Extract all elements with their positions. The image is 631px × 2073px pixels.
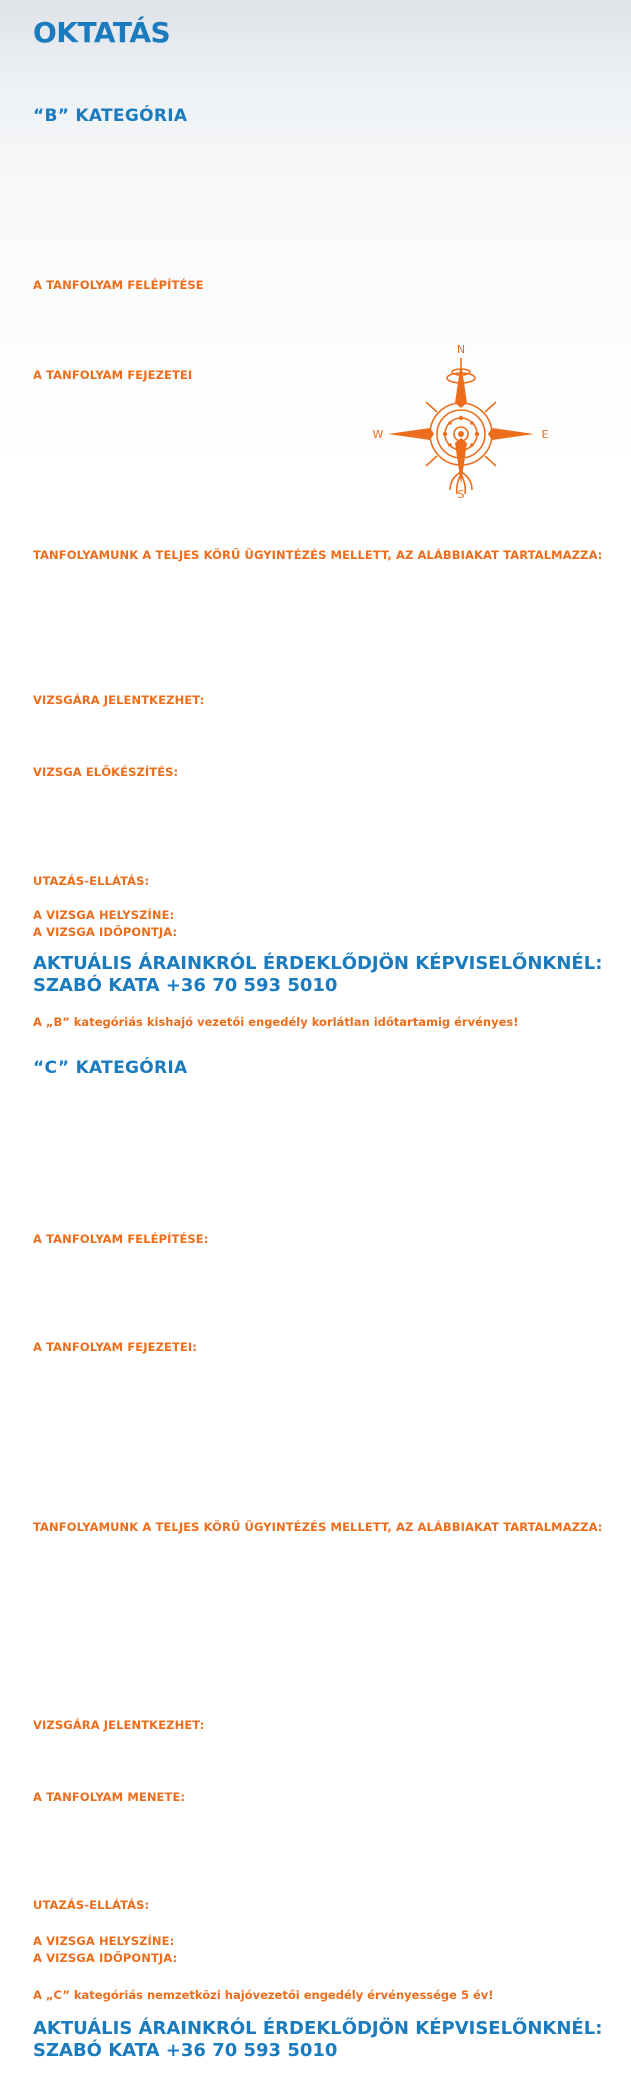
compass-south-label: S — [457, 488, 465, 500]
section-c-contact — [33, 2018, 602, 2062]
section-c-validity-note: A „C” kategóriás nemzetközi hajóvezetői engedély érvényessége 5 év! — [33, 1988, 494, 2002]
section-b-includes-label: TANFOLYAMUNK A TELJES KÖRŰ ÜGYINTÉZÉS MELLETT, AZ ALÁBBIAKAT TARTALMAZZA: — [33, 548, 603, 562]
section-c-travel-label: UTAZÁS-ELLÁTÁS: — [33, 1898, 150, 1912]
contact-line-2: SZABÓ KATA +36 70 593 5010 — [33, 975, 338, 996]
section-c-chapters-label: A TANFOLYAM FEJEZETEI: — [33, 1340, 197, 1354]
section-c-date-label: A VIZSGA IDŐPONTJA: — [33, 1951, 178, 1965]
compass-west-label: W — [372, 428, 384, 441]
section-c-title: “C” KATEGÓRIA — [33, 1058, 188, 1078]
section-c-venue-label: A VIZSGA HELYSZÍNE: — [33, 1934, 175, 1948]
compass-north-label: N — [456, 343, 466, 356]
page-title: OKTATÁS — [33, 16, 171, 49]
section-c-course-flow-label: A TANFOLYAM MENETE: — [33, 1790, 186, 1804]
section-b-exam-prep-label: VIZSGA ELŐKÉSZÍTÉS: — [33, 765, 179, 779]
section-b-date-label: A VIZSGA IDŐPONTJA: — [33, 925, 178, 939]
section-b-title: “B” KATEGÓRIA — [33, 106, 188, 126]
contact-line-2: SZABÓ KATA +36 70 593 5010 — [33, 2040, 338, 2061]
section-c-structure-label: A TANFOLYAM FELÉPÍTÉSE: — [33, 1232, 209, 1246]
section-b-contact — [33, 953, 602, 997]
section-b-exam-apply-label: VIZSGÁRA JELENTKEZHET: — [33, 693, 205, 707]
compass-east-label: E — [541, 428, 549, 441]
compass-rose-icon — [366, 342, 556, 500]
section-c-includes-label: TANFOLYAMUNK A TELJES KÖRŰ ÜGYINTÉZÉS MELLETT, AZ ALÁBBIAKAT TARTALMAZZA: — [33, 1520, 603, 1534]
contact-line-1: AKTUÁLIS ÁRAINKRÓL ÉRDEKLŐDJÖN KÉPVISELŐNKNÉL: — [33, 2018, 603, 2039]
section-b-validity-note: A „B” kategóriás kishajó vezetői engedély korlátlan időtartamig érvényes! — [33, 1015, 519, 1029]
section-b-chapters-label: A TANFOLYAM FEJEZETEI — [33, 368, 193, 382]
section-c-exam-apply-label: VIZSGÁRA JELENTKEZHET: — [33, 1718, 205, 1732]
section-b-travel-label: UTAZÁS-ELLÁTÁS: — [33, 874, 150, 888]
section-b-venue-label: A VIZSGA HELYSZÍNE: — [33, 908, 175, 922]
contact-line-1: AKTUÁLIS ÁRAINKRÓL ÉRDEKLŐDJÖN KÉPVISELŐNKNÉL: — [33, 953, 603, 974]
section-b-structure-label: A TANFOLYAM FELÉPÍTÉSE — [33, 278, 204, 292]
